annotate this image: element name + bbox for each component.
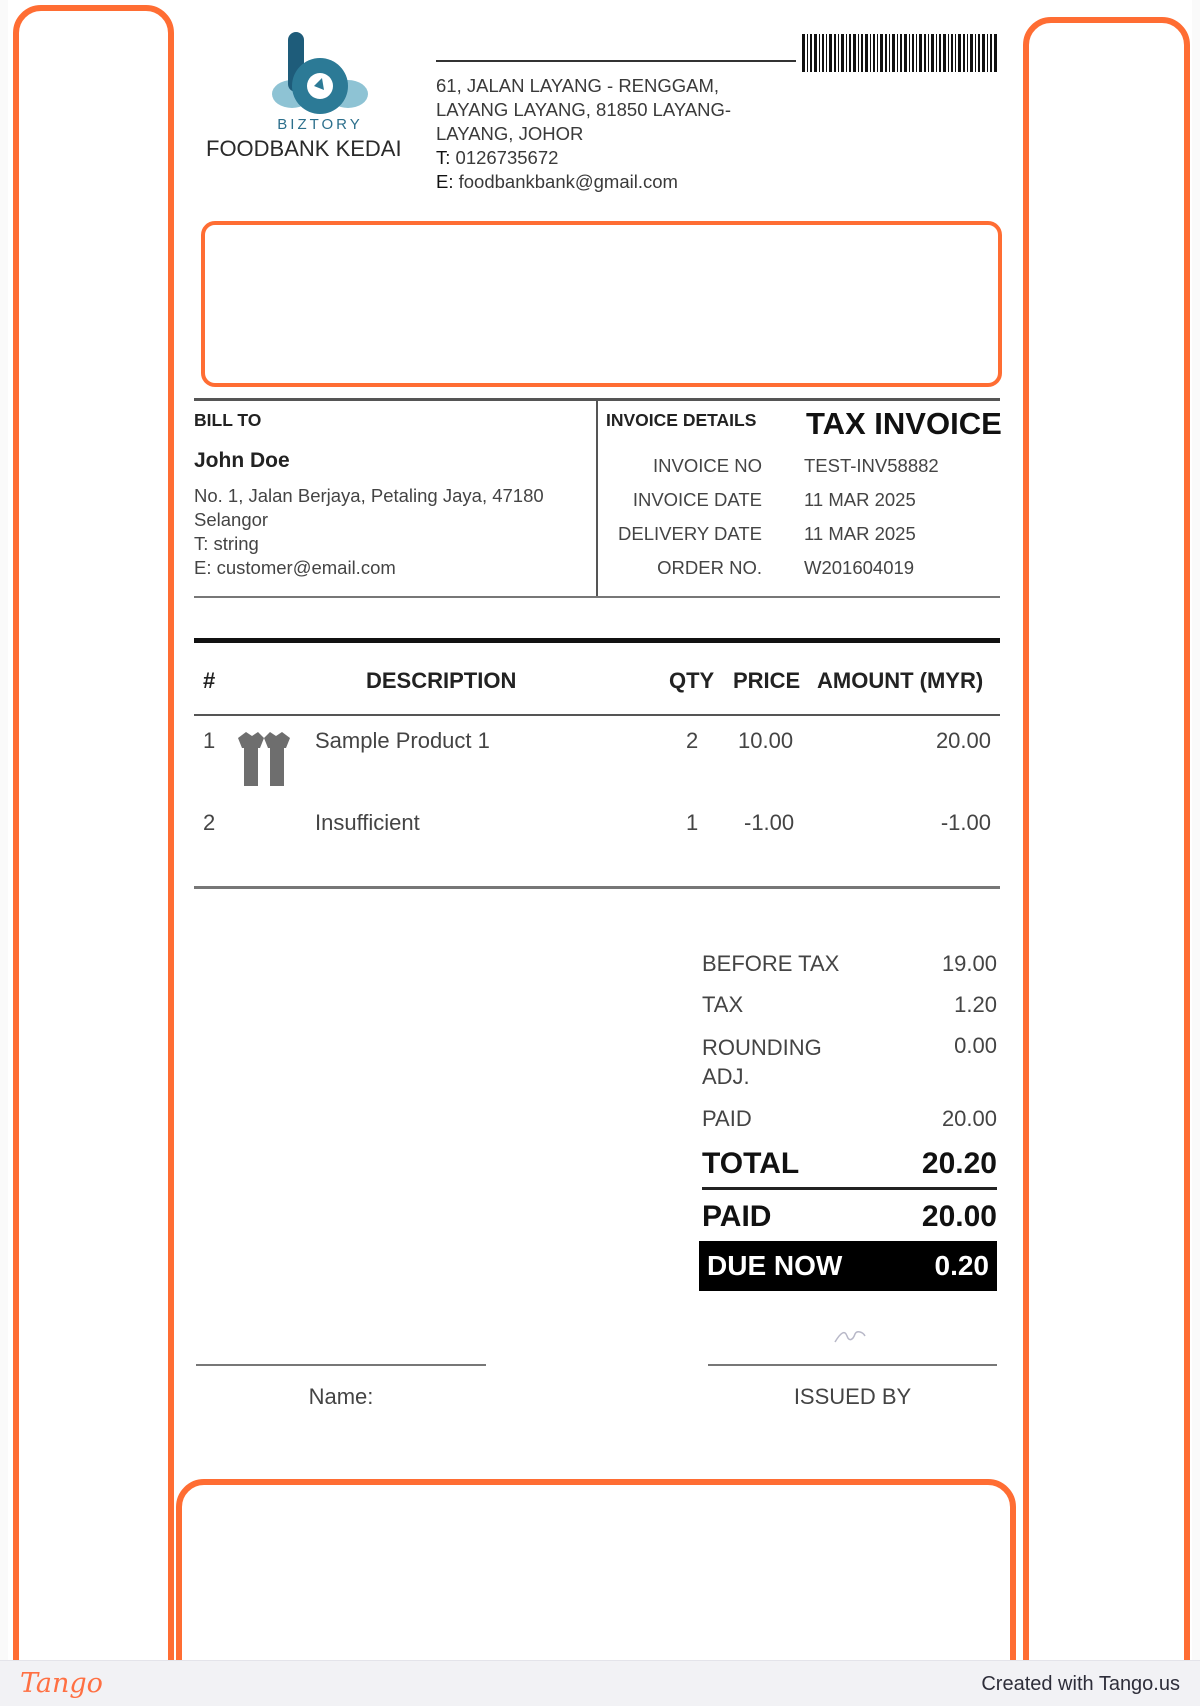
invoice-field-row — [606, 455, 1006, 481]
shop-address — [436, 74, 766, 194]
invoice-field-label: INVOICE NO — [653, 455, 762, 476]
row-2-num: 2 — [203, 810, 216, 835]
invoice-field-value: W201604019 — [804, 557, 915, 578]
logo-brand-text: BIZTORY — [277, 116, 363, 133]
customer-address — [194, 484, 574, 580]
rounding-label — [702, 1033, 822, 1091]
invoice-field-label: DELIVERY DATE — [618, 523, 762, 544]
email-label: E: — [436, 171, 454, 192]
due-now-row — [699, 1241, 997, 1291]
due-now-label: DUE NOW — [707, 1250, 843, 1281]
total-value: 20.20 — [921, 1147, 997, 1180]
highlight-blank-header-area — [201, 221, 1002, 387]
shop-email — [436, 170, 766, 194]
col-header-qty: QTY — [669, 668, 715, 693]
tax-value: 1.20 — [954, 992, 997, 1017]
row-1-amount: 20.00 — [935, 728, 991, 753]
customer-phone: T: string — [194, 533, 259, 554]
customer-email: E: customer@email.com — [194, 557, 396, 578]
section-vertical-rule — [596, 398, 598, 598]
customer-address-line: Selangor — [194, 509, 269, 530]
tango-footer — [0, 1660, 1200, 1706]
row-1-qty: 2 — [686, 728, 699, 753]
shop-address-line: LAYANG, JOHOR — [436, 123, 584, 144]
invoice-field-value: TEST-INV58882 — [804, 455, 939, 476]
shop-address-line: LAYANG LAYANG, 81850 LAYANG- — [436, 99, 732, 120]
bill-to-title: BILL TO — [194, 410, 262, 430]
invoice-field-row — [606, 489, 1006, 515]
col-header-price: PRICE — [733, 668, 801, 693]
before-tax-value: 19.00 — [941, 951, 997, 976]
invoice-field-row — [606, 523, 1006, 549]
tax-label: TAX — [702, 992, 744, 1017]
tango-logo[interactable]: Tango — [20, 1668, 103, 1699]
header-divider — [436, 60, 796, 62]
highlight-left-margin — [13, 5, 174, 1705]
invoice-field-row — [606, 557, 1006, 583]
row-2-price: -1.00 — [744, 810, 795, 835]
customer-address-line: No. 1, Jalan Berjaya, Petaling Jaya, 47180 — [194, 485, 544, 506]
table-bottom-rule — [194, 886, 1000, 889]
issued-by-signature-line — [708, 1364, 997, 1366]
shop-phone — [436, 146, 766, 170]
due-now-value: 0.20 — [934, 1250, 989, 1281]
col-header-num: # — [203, 668, 216, 693]
invoice-details-title: INVOICE DETAILS — [606, 410, 757, 430]
biztory-logo — [270, 30, 370, 118]
paid-total-value: 20.00 — [921, 1200, 997, 1233]
rounding-row — [702, 1033, 997, 1091]
row-2-description: Insufficient — [315, 810, 420, 835]
name-signature-line — [196, 1364, 486, 1366]
invoice-field-value: 11 MAR 2025 — [804, 489, 916, 510]
paid-total-label: PAID — [702, 1200, 772, 1233]
total-rule — [702, 1187, 997, 1190]
paid-value: 20.00 — [941, 1106, 997, 1131]
row-2-amount: -1.00 — [940, 810, 991, 835]
shop-name: FOODBANK KEDAI — [206, 136, 402, 161]
col-header-description: DESCRIPTION — [366, 668, 517, 693]
phone-value: 0126735672 — [455, 147, 559, 168]
email-value: foodbankbank@gmail.com — [458, 171, 678, 192]
name-label: Name: — [308, 1384, 374, 1409]
customer-name: John Doe — [194, 449, 290, 472]
col-header-amount: AMOUNT (MYR) — [817, 668, 984, 693]
rounding-value: 0.00 — [954, 1033, 997, 1058]
invoice-field-label: INVOICE DATE — [632, 489, 762, 510]
tshirt-icon — [234, 730, 294, 788]
table-header-rule — [194, 714, 1000, 716]
highlight-right-margin — [1023, 17, 1190, 1706]
table-top-rule — [194, 638, 1000, 643]
tax-invoice-title: TAX INVOICE — [806, 406, 1002, 441]
rounding-label-line: ADJ. — [702, 1064, 750, 1089]
row-1-price: 10.00 — [738, 728, 794, 753]
invoice-field-value: 11 MAR 2025 — [804, 523, 916, 544]
invoice-field-label: ORDER NO. — [657, 557, 762, 578]
paid-label: PAID — [702, 1106, 752, 1131]
row-2-qty: 1 — [686, 810, 699, 835]
total-label: TOTAL — [702, 1147, 800, 1180]
shop-address-line: 61, JALAN LAYANG - RENGGAM, — [436, 75, 720, 96]
row-1-num: 1 — [203, 728, 216, 753]
row-1-description: Sample Product 1 — [315, 728, 490, 753]
section-bottom-rule — [194, 596, 1000, 598]
barcode — [802, 34, 998, 72]
rounding-label-line: ROUNDING — [702, 1035, 822, 1060]
created-with-tango-link[interactable]: Created with Tango.us — [981, 1673, 1180, 1695]
before-tax-label: BEFORE TAX — [702, 951, 840, 976]
issued-by-label: ISSUED BY — [793, 1384, 912, 1409]
phone-label: T: — [436, 147, 451, 168]
signature-image — [833, 1324, 867, 1346]
